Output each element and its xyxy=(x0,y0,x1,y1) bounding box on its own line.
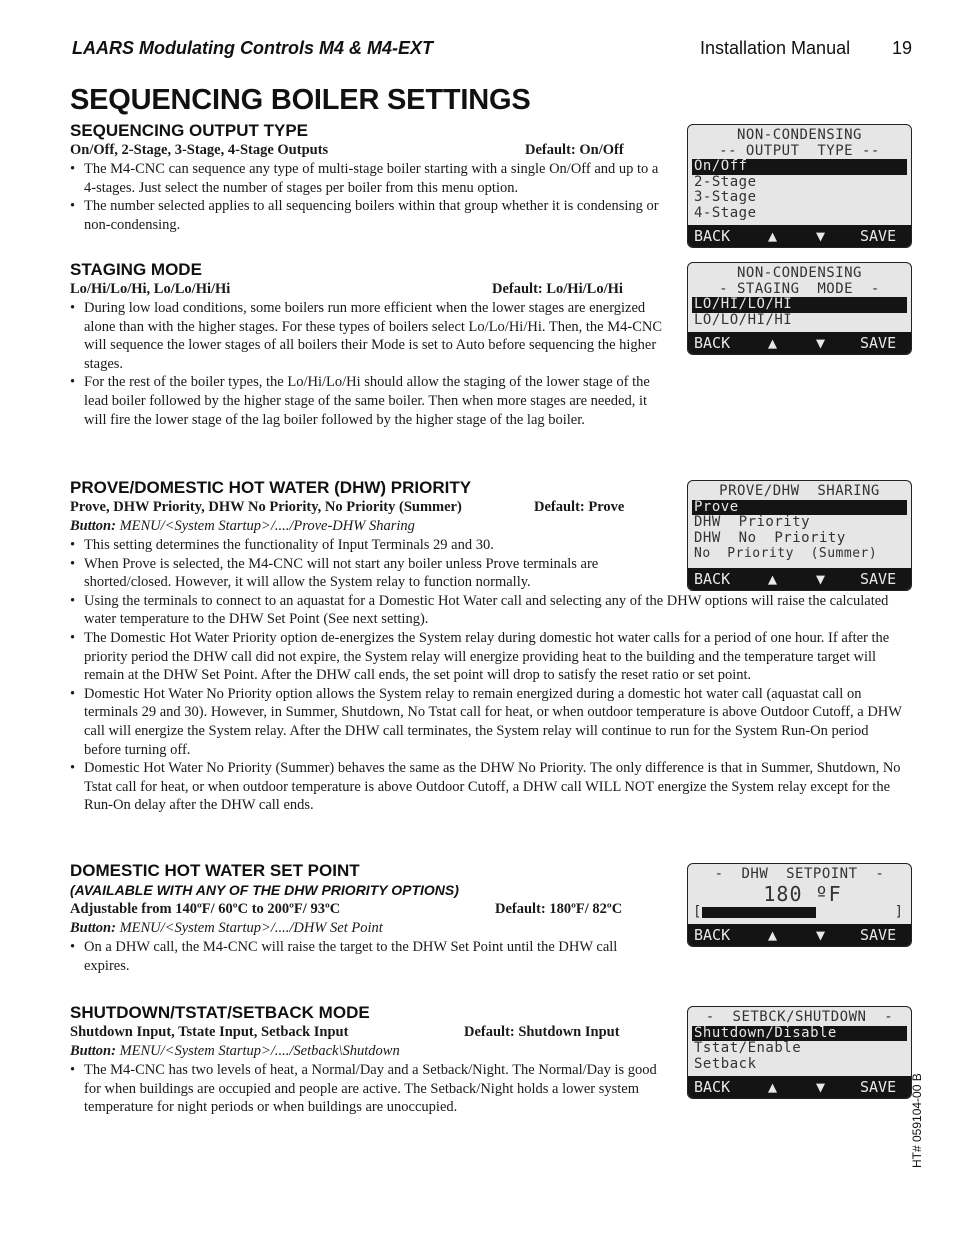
bullet-item: • Domestic Hot Water No Priority option allows the System relay to remain energized during a domestic hot water call (aquastat call on terminals 29 and 30). However, in Summer, Shutdown, No Tstat call for heat, or when outdoor temperature is above Outdoor Cutoff, a DHW call will energize the System relay. After the DHW call terminates, the System relay will continue to run for the System Run-On period before turning off. xyxy=(70,685,905,759)
bullet-item: • The M4-CNC has two levels of heat, a Normal/Day and a Setback/Night. The Normal/Day is good for when buildings are occupied and people are active. The Setback/Night holds a lower system temperature for night periods or when buildings are unoccupied. xyxy=(70,1061,662,1117)
lcd-footer xyxy=(688,225,911,247)
lcd-title: PROVE/DHW SHARING xyxy=(719,483,880,499)
button-label: Button: xyxy=(70,920,116,936)
lcd-setpoint-bar xyxy=(688,905,911,921)
button-path: MENU/<System Startup>/..../Prove-DHW Sharing xyxy=(119,518,415,534)
save-button[interactable]: SAVE xyxy=(860,570,897,588)
button-label: Button: xyxy=(70,1043,116,1059)
lcd-title: - SETBCK/SHUTDOWN - xyxy=(705,1009,894,1025)
section-shutdown-mode xyxy=(70,1003,662,1117)
bar-right-bracket: ] xyxy=(894,903,903,920)
back-button[interactable]: BACK xyxy=(694,1078,731,1096)
button-label: Button: xyxy=(70,518,116,534)
section-dhw-setpoint xyxy=(70,861,662,975)
options-row xyxy=(70,900,662,919)
bullet-item: • Using the terminals to connect to an aquastat for a Domestic Hot Water call and selecting any of the DHW options will raise the calculated water temperature to the DHW Set Point (See next setting). xyxy=(70,592,905,629)
default-text: Default: 180ºF/ 82ºC xyxy=(495,901,623,917)
bullet-list xyxy=(70,1061,662,1117)
section-staging-mode xyxy=(70,260,662,429)
lcd-option: 2-Stage xyxy=(694,173,757,190)
section-output-type xyxy=(70,121,660,234)
options-text: Adjustable from 140ºF/ 60ºC to 200ºF/ 93ºC xyxy=(70,901,341,917)
up-arrow-button[interactable]: ▲ xyxy=(768,570,778,588)
lcd-setback-shutdown xyxy=(687,1006,912,1099)
options-text: Shutdown Input, Tstate Input, Setback Input xyxy=(70,1024,349,1040)
options-row xyxy=(70,141,660,160)
up-arrow-button[interactable]: ▲ xyxy=(768,1078,778,1096)
down-arrow-button[interactable]: ▼ xyxy=(816,570,826,588)
bullet-item: • For the rest of the boiler types, the Lo/Hi/Lo/Hi should allow the staging of the lower stage of the lead boiler followed by the higher stage of the same boiler. Then when more stages are needed, it will fire the lower stage of the lag boiler followed by the higher stage of the lag boiler. xyxy=(70,373,662,429)
manual-series-title: LAARS Modulating Controls M4 & M4-EXT xyxy=(72,38,433,58)
lcd-setpoint-value: 180 ºF xyxy=(763,881,842,906)
page-number: 19 xyxy=(892,38,913,58)
section-heading: DOMESTIC HOT WATER SET POINT xyxy=(70,861,360,880)
lcd-option: LO/LO/HI/HI xyxy=(694,311,793,328)
up-arrow-button[interactable]: ▲ xyxy=(768,334,778,352)
button-path-row xyxy=(70,919,662,938)
back-button[interactable]: BACK xyxy=(694,926,731,944)
up-arrow-button[interactable]: ▲ xyxy=(768,227,778,245)
default-text: Default: Prove xyxy=(534,499,625,515)
lcd-footer xyxy=(688,568,911,590)
lcd-option: Setback xyxy=(694,1055,757,1072)
save-button[interactable]: SAVE xyxy=(860,334,897,352)
document-code: HT# 059104-00 B xyxy=(910,1073,924,1168)
lcd-footer xyxy=(688,924,911,946)
save-button[interactable]: SAVE xyxy=(860,227,897,245)
lcd-title: - DHW SETPOINT - xyxy=(714,866,885,882)
bullet-item: • The M4-CNC can sequence any type of multi-stage boiler starting with a single On/Off and up to a 4-stages. Just select the number of stages per boiler from this menu option. xyxy=(70,160,660,197)
options-row xyxy=(70,1023,662,1042)
back-button[interactable]: BACK xyxy=(694,570,731,588)
button-path: MENU/<System Startup>/..../Setback\Shutdown xyxy=(119,1043,400,1059)
lcd-footer xyxy=(688,332,911,354)
lcd-title: NON-CONDENSING xyxy=(736,265,862,281)
bullet-item: • The Domestic Hot Water Priority option de-energizes the System relay during domestic hot water calls for a period of one hour. If after the priority period the DHW call did not expire, the System relay will energize providing heat to the building and the temperature target will remain at the DHW Set Point. After the DHW call ends, the set point will drop to satisfy the reset ratio or set point. xyxy=(70,629,905,685)
bar-left-bracket: [ xyxy=(693,903,702,920)
down-arrow-button[interactable]: ▼ xyxy=(816,1078,826,1096)
lcd-subtitle: -- OUTPUT TYPE -- xyxy=(719,142,880,159)
section-heading: STAGING MODE xyxy=(70,260,202,279)
bullet-item: • Domestic Hot Water No Priority (Summer) behaves the same as the DHW No Priority. The only difference is that in Summer, Shutdown, No Tstat call for heat, or when outdoor temperature is above Outdoor Cutoff, a DHW call WILL NOT energize the System relay except for the Run-On delay after the DHW call ends. xyxy=(70,759,905,815)
lcd-option: DHW Priority xyxy=(694,514,811,530)
button-path-row xyxy=(70,1042,662,1061)
down-arrow-button[interactable]: ▼ xyxy=(816,926,826,944)
lcd-option: DHW No Priority xyxy=(694,529,846,546)
bullet-list-wide xyxy=(70,592,905,815)
lcd-prove-dhw-sharing xyxy=(687,480,912,591)
bullet-item: • On a DHW call, the M4-CNC will raise the target to the DHW Set Point until the DHW call expires. xyxy=(70,938,662,975)
section-subheading: (AVAILABLE WITH ANY OF THE DHW PRIORITY OPTIONS) xyxy=(70,882,459,898)
section-heading: SEQUENCING OUTPUT TYPE xyxy=(70,121,309,140)
default-text: Default: On/Off xyxy=(525,142,624,158)
back-button[interactable]: BACK xyxy=(694,227,731,245)
lcd-footer xyxy=(688,1076,911,1098)
lcd-title: NON-CONDENSING xyxy=(736,127,862,143)
lcd-option: 3-Stage xyxy=(694,189,757,205)
lcd-selected-option: Shutdown/Disable xyxy=(692,1026,907,1042)
bullet-item: • This setting determines the functionality of Input Terminals 29 and 30. xyxy=(70,536,645,555)
back-button[interactable]: BACK xyxy=(694,334,731,352)
options-text: Lo/Hi/Lo/Hi, Lo/Lo/Hi/Hi xyxy=(70,281,231,297)
bar-fill xyxy=(702,907,816,918)
default-text: Default: Lo/Hi/Lo/Hi xyxy=(492,281,623,297)
bullet-list xyxy=(70,299,662,429)
down-arrow-button[interactable]: ▼ xyxy=(816,227,826,245)
section-heading: PROVE/DOMESTIC HOT WATER (DHW) PRIORITY xyxy=(70,478,472,497)
bullet-list xyxy=(70,160,660,234)
save-button[interactable]: SAVE xyxy=(860,1078,897,1096)
up-arrow-button[interactable]: ▲ xyxy=(768,926,778,944)
section-heading: SHUTDOWN/TSTAT/SETBACK MODE xyxy=(70,1003,370,1022)
lcd-output-type xyxy=(687,124,912,248)
bullet-list xyxy=(70,938,662,975)
lcd-option: No Priority (Summer) xyxy=(694,546,878,561)
page-title: SEQUENCING BOILER SETTINGS xyxy=(70,84,531,116)
options-text: Prove, DHW Priority, DHW No Priority, No Priority (Summer) xyxy=(70,499,462,515)
bullet-item: • During low load conditions, some boilers run more efficient when the lower stages are energized alone than with the higher stages. For these types of boilers select Lo/Lo/Hi/Hi. Then, the M4-CNC will sequence the lower stages of all boilers their Mode is set to Auto before sequencing the higher stages. xyxy=(70,299,662,373)
bullet-item: • The number selected applies to all sequencing boilers within that group whether it is condensing or non-condensing. xyxy=(70,197,660,234)
lcd-selected-option: Prove xyxy=(692,500,907,516)
manual-type: Installation Manual xyxy=(700,38,851,58)
down-arrow-button[interactable]: ▼ xyxy=(816,334,826,352)
lcd-subtitle: - STAGING MODE - xyxy=(719,280,880,297)
bullet-list-narrow xyxy=(70,536,645,592)
lcd-selected-option: On/Off xyxy=(692,159,907,175)
bullet-item: • When Prove is selected, the M4-CNC will not start any boiler unless Prove terminals are shorted/closed. However, it will allow the System relay to function normally. xyxy=(70,555,645,592)
lcd-staging-mode xyxy=(687,262,912,355)
save-button[interactable]: SAVE xyxy=(860,926,897,944)
default-text: Default: Shutdown Input xyxy=(464,1024,620,1040)
lcd-option: 4-Stage xyxy=(694,204,757,221)
options-text: On/Off, 2-Stage, 3-Stage, 4-Stage Outputs xyxy=(70,142,329,158)
lcd-dhw-setpoint xyxy=(687,863,912,947)
lcd-selected-option: LO/HI/LO/HI xyxy=(692,297,907,313)
options-row xyxy=(70,280,662,299)
lcd-option: Tstat/Enable xyxy=(694,1040,802,1056)
button-path: MENU/<System Startup>/..../DHW Set Point xyxy=(119,920,383,936)
